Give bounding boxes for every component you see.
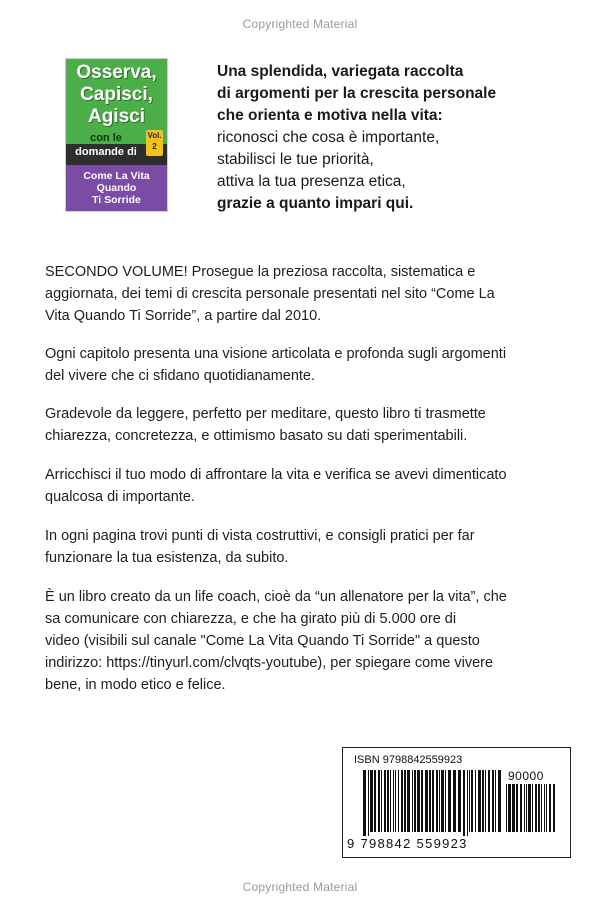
isbn-label: ISBN 9798842559923	[354, 754, 463, 766]
barcode-bar	[488, 770, 490, 832]
paragraph-line: aggiornata, dei temi di crescita personale presentati nel sito “Come La	[45, 286, 495, 302]
barcode-bar	[401, 770, 403, 832]
barcode-bar	[538, 784, 540, 832]
barcode-bar	[478, 770, 481, 832]
barcode-bar	[395, 770, 396, 832]
barcode-bar	[407, 770, 410, 832]
paragraph-line: bene, in modo etico e felice.	[45, 677, 226, 693]
barcode-bar	[498, 770, 501, 832]
cover-subtitle-line: con le	[90, 132, 122, 144]
barcode-bar	[381, 770, 382, 832]
paragraph-line: video (visibili sul canale "Come La Vita Quando Ti Sorride" a questo	[45, 633, 480, 649]
barcode-bar	[384, 770, 386, 832]
headline-line: Una splendida, variegata raccolta	[217, 63, 464, 80]
barcode-bar	[387, 770, 389, 832]
barcode-bar	[425, 770, 428, 832]
barcode-bar	[506, 784, 507, 832]
headline-line: di argomenti per la crescita personale	[217, 85, 497, 102]
barcode-bar	[471, 770, 473, 832]
ean-barcode-bars	[363, 770, 501, 836]
isbn-barcode	[342, 747, 571, 858]
barcode-bar	[520, 784, 522, 832]
barcode-bar	[441, 770, 444, 832]
addon-barcode-bars	[506, 784, 556, 834]
barcode-bar	[482, 770, 484, 832]
barcode-bar	[469, 770, 470, 832]
paragraph-line: qualcosa di importante.	[45, 489, 195, 505]
barcode-bar	[393, 770, 394, 832]
watermark-top: Copyrighted Material	[242, 17, 358, 31]
barcode-bar	[368, 770, 369, 836]
barcode-bar	[378, 770, 380, 832]
paragraph-line: sa comunicare con chiarezza, e che ha girato più di 5.000 ore di	[45, 611, 457, 627]
headline-line: stabilisci le tue priorità,	[217, 151, 374, 168]
barcode-bar	[414, 770, 416, 832]
paragraph-line: del vivere che ci sfidano quotidianamente.	[45, 368, 316, 384]
barcode-bar	[526, 784, 527, 832]
barcode-bar	[535, 784, 537, 832]
paragraph-line: È un libro creato da un life coach, cioè da “un allenatore per la vita”, che	[45, 589, 507, 605]
barcode-bar	[524, 784, 525, 832]
volume-badge	[146, 130, 163, 156]
barcode-bar	[453, 770, 456, 832]
barcode-bar	[436, 770, 438, 832]
barcode-digits: 9 798842 559923	[347, 836, 468, 851]
barcode-bar	[374, 770, 376, 832]
paragraph-line: Ogni capitolo presenta una visione articolata e profonda sugli argomenti	[45, 346, 507, 362]
paragraph-line: SECONDO VOLUME! Prosegue la preziosa raccolta, sistematica e	[45, 264, 476, 280]
barcode-bar	[363, 770, 366, 836]
barcode-bar	[439, 770, 440, 832]
barcode-bar	[516, 784, 518, 832]
cover-series-line: Ti Sorride	[92, 194, 141, 206]
headline-line: riconosci che cosa è importante,	[217, 129, 440, 146]
barcode-bar	[429, 770, 431, 832]
headline-line: grazie a quanto impari qui.	[217, 195, 414, 212]
barcode-bar	[495, 770, 496, 832]
barcode-bar	[417, 770, 420, 832]
cover-title-line: Osserva,	[76, 62, 157, 83]
volume-badge-number: 2	[152, 142, 157, 151]
barcode-bar	[541, 784, 542, 832]
barcode-bar	[544, 784, 545, 832]
cover-series-line: Quando	[96, 182, 137, 194]
barcode-bar	[398, 770, 399, 832]
barcode-bar	[512, 784, 515, 832]
book-cover-thumbnail	[66, 59, 167, 211]
paragraph-line: Vita Quando Ti Sorride”, a partire dal 2010.	[45, 308, 322, 324]
cover-title-line: Agisci	[87, 106, 146, 127]
cover-title-line: Capisci,	[80, 84, 153, 105]
headline-line: che orienta e motiva nella vita:	[217, 107, 443, 124]
cover-series-line: Come La Vita	[83, 170, 150, 182]
barcode-bar	[412, 770, 413, 832]
barcode-bar	[549, 784, 551, 832]
barcode-bar	[448, 770, 451, 832]
barcode-bar	[421, 770, 423, 832]
cover-subtitle-line: domande di	[75, 146, 137, 158]
barcode-bar	[404, 770, 406, 832]
barcode-bar	[432, 770, 434, 832]
paragraph-line: Arricchisci il tuo modo di affrontare la vita e verifica se avevi dimenticato	[45, 467, 507, 483]
paragraph-line: funzionare la tua esistenza, da subito.	[45, 550, 289, 566]
barcode-bar	[546, 784, 547, 832]
barcode-bar	[485, 770, 486, 832]
barcode-bar	[458, 770, 461, 832]
paragraph-line: indirizzo: https://tinyurl.com/clvqts-youtube), per spiegare come vivere	[45, 655, 494, 671]
barcode-bar	[467, 770, 468, 836]
barcode-bar	[532, 784, 533, 832]
barcode-bar	[508, 784, 511, 832]
paragraph-line: In ogni pagina trovi punti di vista costruttivi, e consigli pratici per far	[45, 528, 475, 544]
price-code: 90000	[508, 769, 544, 783]
barcode-bar	[528, 784, 531, 832]
barcode-bar	[553, 784, 555, 832]
barcode-bar	[475, 770, 476, 832]
barcode-bar	[463, 770, 465, 836]
paragraph-line: Gradevole da leggere, perfetto per meditare, questo libro ti trasmette	[45, 406, 486, 422]
barcode-bar	[445, 770, 446, 832]
barcode-bar	[370, 770, 373, 832]
volume-badge-label: Vol.	[147, 131, 162, 140]
paragraph-line: chiarezza, concretezza, e ottimismo basato su dati sperimentabili.	[45, 428, 468, 444]
barcode-bar	[390, 770, 391, 832]
headline-line: attiva la tua presenza etica,	[217, 173, 406, 190]
barcode-bar	[492, 770, 494, 832]
watermark-bottom: Copyrighted Material	[242, 880, 358, 894]
